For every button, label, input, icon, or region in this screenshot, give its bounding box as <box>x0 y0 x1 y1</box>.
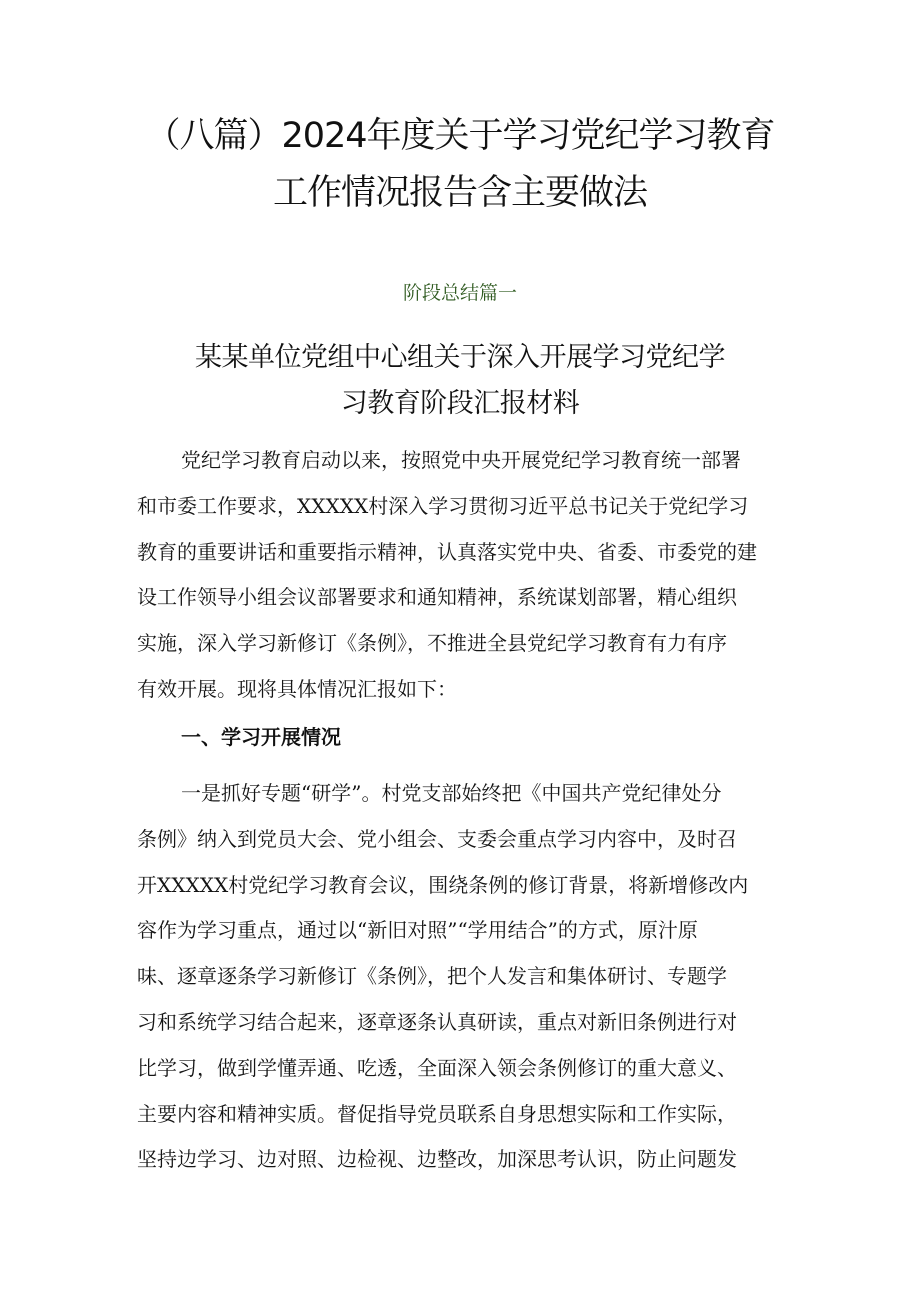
body-paragraph <box>137 771 802 1183</box>
paragraph-line: 党纪学习教育启动以来，按照党中央开展党纪学习教育统一部署 <box>181 448 741 472</box>
paragraph-line: 有效开展。现将具体情况汇报如下： <box>137 676 457 701</box>
paragraph-line: 味、逐章逐条学习新修订《条例》，把个人发言和集体研讨、专题学 <box>137 964 727 989</box>
paragraph-line: 条例》纳入到党员大会、党小组会、支委会重点学习内容中，及时召 <box>137 826 737 851</box>
title-line: （八篇）2024年度关于学习党纪学习教育 <box>145 116 775 156</box>
paragraph-line: 坚持边学习、边对照、边检视、边整改，加深思考认识，防止问题发 <box>137 1147 737 1172</box>
paragraph-line: 设工作领导小组会议部署要求和通知精神，系统谋划部署，精心组织 <box>137 585 737 610</box>
paragraph-line: 和市委工作要求，XXXXX村深入学习贯彻习近平总书记关于党纪学习 <box>137 493 749 518</box>
heading-study-progress: 一、学习开展情况 <box>181 725 341 749</box>
paragraph-line: 开XXXXX村党纪学习教育会议，围绕条例的修订背景，将新增修改内 <box>137 872 749 897</box>
subtitle-line: 某某单位党组中心组关于深入开展学习党纪学 <box>195 342 725 373</box>
intro-paragraph <box>137 438 802 713</box>
section-label: 阶段总结篇一 <box>402 282 517 304</box>
subtitle-line: 习教育阶段汇报材料 <box>340 388 580 419</box>
paragraph-line: 一是抓好专题“研学”。村党支部始终把《中国共产党纪律处分 <box>181 781 722 805</box>
paragraph-line: 实施，深入学习新修订《条例》，不推进全县党纪学习教育有力有序 <box>137 631 727 656</box>
document-subtitle <box>150 335 770 427</box>
paragraph-line: 习和系统学习结合起来，逐章逐条认真研读，重点对新旧条例进行对 <box>137 1009 737 1034</box>
document-title <box>90 108 830 222</box>
title-line: 工作情况报告含主要做法 <box>272 173 647 213</box>
paragraph-line: 比学习，做到学懂弄通、吃透，全面深入领会条例修订的重大意义、 <box>137 1055 737 1080</box>
paragraph-line: 容作为学习重点，通过以“新旧对照”“学用结合”的方式，原汁原 <box>137 918 698 943</box>
paragraph-line: 教育的重要讲话和重要指示精神，认真落实党中央、省委、市委党的建 <box>137 539 757 564</box>
paragraph-line: 主要内容和精神实质。督促指导党员联系自身思想实际和工作实际， <box>137 1101 737 1126</box>
